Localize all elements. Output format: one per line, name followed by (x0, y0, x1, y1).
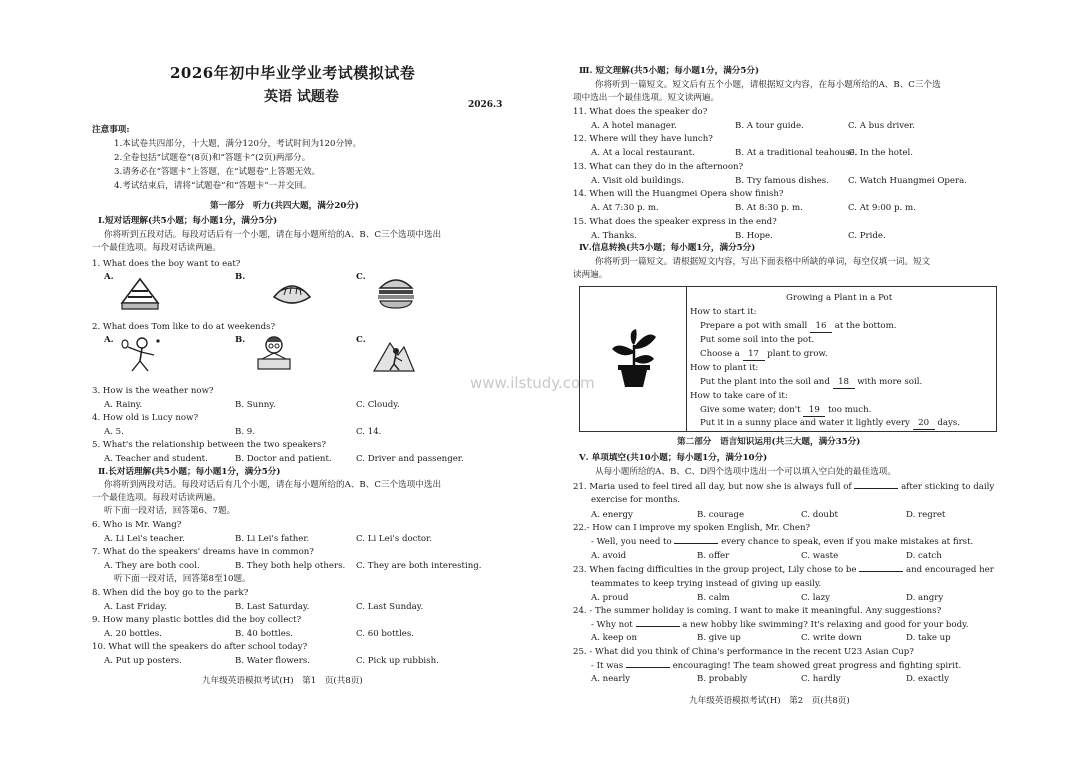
section2-heading: Ⅱ.长对话理解(共5小题；每小题1分，满分5分) (98, 467, 281, 477)
hiking-icon (372, 333, 416, 373)
section4-intro: 读两遍。 (573, 270, 608, 280)
option[interactable]: A. 5. (104, 427, 124, 437)
notice-item: 3.请务必在“答题卡”上答题，在“试题卷”上答题无效。 (114, 167, 321, 177)
option[interactable]: C. In the hotel. (848, 148, 913, 158)
answer-blank[interactable] (626, 667, 670, 668)
notice-item: 4.考试结束后，请将“试题卷”和“答题卡”一并交回。 (114, 181, 312, 191)
question-stem: 12. Where will they have lunch? (573, 134, 713, 144)
option[interactable]: C. Cloudy. (356, 400, 400, 410)
page-footer: 九年级英语模拟考试(H) 第2 页(共8页) (689, 696, 850, 706)
section2-intro: 一个最佳选项。每段对话读两遍。 (92, 493, 221, 503)
question-stem: 1. What does the boy want to eat? (92, 259, 241, 269)
question-stem: 13. What can they do in the afternoon? (573, 162, 744, 172)
option[interactable]: B. Last Saturday. (235, 602, 310, 612)
option[interactable]: A. keep on (591, 633, 637, 643)
question-stem: - It was encouraging! The team showed great progress and fighting spirit. (591, 661, 962, 671)
table-line: Put the plant into the soil and 18 with more soil. (700, 377, 923, 387)
question-stem: 25. - What did you think of China's performance in the recent U23 Asian Cup? (573, 647, 914, 657)
question-stem: 9. How many plastic bottles did the boy collect? (92, 615, 302, 625)
exam-date: 2026.3 (468, 100, 503, 110)
sandwich-icon (118, 273, 162, 313)
part1-heading: 第一部分 听力(共四大题，满分20分) (210, 201, 359, 211)
option[interactable]: C. Pride. (848, 231, 886, 241)
table-line: Prepare a pot with small 16 at the bottom. (700, 321, 897, 331)
option[interactable]: A. They are both cool. (104, 561, 200, 571)
question-stem: 11. What does the speaker do? (573, 107, 708, 117)
answer-blank[interactable] (636, 626, 680, 627)
table-line: Put it in a sunny place and water it lightly every 20 days. (700, 418, 960, 428)
section4-intro: 你将听到一篇短文。请根据短文内容，写出下面表格中所缺的单词，每空仅填一词。短文 (595, 257, 931, 267)
question-stem: 2. What does Tom like to do at weekends? (92, 322, 276, 332)
option-label: A. (104, 272, 114, 282)
table-title: Growing a Plant in a Pot (786, 293, 893, 303)
dumpling-icon (270, 273, 314, 313)
option[interactable]: B. Doctor and patient. (235, 454, 332, 464)
blank-17[interactable]: 17 (743, 349, 765, 361)
reading-boy-icon (252, 333, 296, 373)
section2-intro: 你将听到两段对话。每段对话后有几个小题，请在每小题所给的A、B、C三个选项中选出 (104, 480, 442, 490)
option[interactable]: C. A bus driver. (848, 121, 916, 131)
question-stem: 24. - The summer holiday is coming. I want to make it meaningful. Any suggestions? (573, 606, 942, 616)
hamburger-icon (374, 272, 418, 312)
option[interactable]: D. catch (906, 551, 942, 561)
option[interactable]: A. 20 bottles. (104, 629, 162, 639)
answer-blank[interactable] (854, 488, 898, 489)
option[interactable]: A. Visit old buildings. (591, 176, 684, 186)
option[interactable]: C. Last Sunday. (356, 602, 424, 612)
option[interactable]: B. probably (697, 674, 748, 684)
option[interactable]: B. A tour guide. (735, 121, 804, 131)
table-line: Choose a 17 plant to grow. (700, 349, 828, 359)
answer-blank[interactable] (674, 543, 718, 544)
section3-intro: 项中选出一个最佳选项。短文读两遍。 (573, 93, 720, 103)
notice-item: 1.本试卷共四部分，十大题，满分120分，考试时间为120分钟。 (114, 139, 362, 149)
info-table (579, 286, 997, 432)
option-label: C. (356, 272, 366, 282)
section5-heading: Ⅴ. 单项填空(共10小题；每小题1分，满分10分) (579, 453, 768, 463)
badminton-player-icon (120, 335, 164, 375)
table-divider (686, 287, 687, 431)
option[interactable]: A. A hotel manager. (591, 121, 677, 131)
option[interactable]: B. Water flowers. (235, 656, 310, 666)
table-subheading: How to plant it: (690, 363, 759, 373)
option[interactable]: A. proud (591, 593, 629, 603)
option-label: B. (235, 335, 246, 345)
option[interactable]: C. Driver and passenger. (356, 454, 464, 464)
section5-intro: 从每小题所给的A、B、C、D四个选项中选出一个可以填入空白处的最佳选项。 (595, 467, 896, 477)
option[interactable]: A. Teacher and student. (104, 454, 208, 464)
option[interactable]: B. At 8:30 p. m. (735, 203, 803, 213)
option[interactable]: B. At a traditional teahouse. (735, 148, 858, 158)
option[interactable]: B. 9. (235, 427, 255, 437)
option[interactable]: A. At 7:30 p. m. (591, 203, 659, 213)
option[interactable]: A. avoid (591, 551, 627, 561)
option[interactable]: A. At a local restaurant. (591, 148, 695, 158)
blank-18[interactable]: 18 (833, 377, 855, 389)
option[interactable]: A. Thanks. (591, 231, 637, 241)
option[interactable]: B. Sunny. (235, 400, 276, 410)
notice-heading: 注意事项: (92, 125, 130, 135)
option-label: C. (356, 335, 366, 345)
section4-heading: Ⅳ.信息转换(共5小题；每小题1分，满分5分) (579, 243, 756, 253)
question-stem: 15. What does the speaker express in the end? (573, 217, 777, 227)
potted-plant-icon (608, 327, 660, 389)
question-stem: 21. Maria used to feel tired all day, but now she is always full of after sticking to daily (573, 482, 995, 492)
option[interactable]: B. They both help others. (235, 561, 346, 571)
notice-item: 2.全卷包括“试题卷”(8页)和“答题卡”(2页)两部分。 (114, 153, 311, 163)
exam-title: 2026年初中毕业学业考试模拟试卷 (170, 64, 416, 82)
blank-19[interactable]: 19 (803, 405, 825, 417)
question-stem: 10. What will the speakers do after school today? (92, 642, 308, 652)
option[interactable]: A. Rainy. (104, 400, 143, 410)
section1-heading: Ⅰ.短对话理解(共5小题；每小题1分，满分5分) (98, 216, 278, 226)
part2-heading: 第二部分 语言知识运用(共三大题，满分35分) (677, 437, 861, 447)
option[interactable]: C. 60 bottles. (356, 629, 414, 639)
option[interactable]: C. doubt (801, 510, 838, 520)
question-stem: 4. How old is Lucy now? (92, 413, 199, 423)
exam-subtitle: 英语 试题卷 (264, 89, 339, 105)
option-label: A. (104, 335, 114, 345)
question-stem: - Why not a new hobby like swimming? It's relaxing and good for your body. (591, 620, 969, 630)
option[interactable]: B. Hope. (735, 231, 773, 241)
option[interactable]: C. 14. (356, 427, 382, 437)
option[interactable]: B. give up (697, 633, 741, 643)
option[interactable]: D. angry (906, 593, 944, 603)
question-stem: 3. How is the weather now? (92, 386, 214, 396)
option[interactable]: C. Watch Huangmei Opera. (848, 176, 967, 186)
question-stem: 8. When did the boy go to the park? (92, 588, 249, 598)
option[interactable]: C. Li Lei's doctor. (356, 534, 432, 544)
question-stem: teammates to keep trying instead of giving up easily. (591, 579, 822, 589)
option[interactable]: B. calm (697, 593, 730, 603)
question-stem: 23. When facing difficulties in the group project, Lily chose to be and encouraged her (573, 565, 994, 575)
answer-blank[interactable] (859, 571, 903, 572)
option[interactable]: A. nearly (591, 674, 631, 684)
option[interactable]: A. energy (591, 510, 633, 520)
table-line: Put some soil into the pot. (700, 335, 815, 345)
option[interactable]: D. regret (906, 510, 946, 520)
table-subheading: How to start it: (690, 307, 757, 317)
section1-intro: 一个最佳选项。每段对话读两遍。 (92, 243, 221, 253)
listening-note: 听下面一段对话，回答第6、7题。 (104, 506, 236, 516)
option[interactable]: D. exactly (906, 674, 949, 684)
option[interactable]: A. Li Lei's teacher. (104, 534, 185, 544)
option[interactable]: B. offer (697, 551, 730, 561)
section1-intro: 你将听到五段对话。每段对话后有一个小题，请在每小题所给的A、B、C三个选项中选出 (104, 230, 442, 240)
option[interactable]: C. waste (801, 551, 839, 561)
page-footer: 九年级英语模拟考试(H) 第1 页(共8页) (202, 676, 363, 686)
blank-16[interactable]: 16 (810, 321, 832, 333)
option-label: B. (235, 272, 246, 282)
question-stem: 6. Who is Mr. Wang? (92, 520, 182, 530)
question-stem: exercise for months. (591, 495, 681, 505)
option[interactable]: A. Put up posters. (104, 656, 182, 666)
option[interactable]: C. Pick up rubbish. (356, 656, 439, 666)
question-stem: 14. When will the Huangmei Opera show finish? (573, 189, 784, 199)
question-stem: 22.- How can I improve my spoken English, Mr. Chen? (573, 523, 811, 533)
question-stem: 7. What do the speakers' dreams have in common? (92, 547, 314, 557)
option[interactable]: C. They are both interesting. (356, 561, 482, 571)
option[interactable]: C. lazy (801, 593, 830, 603)
option[interactable]: C. At 9:00 p. m. (848, 203, 916, 213)
question-stem: 5. What's the relationship between the two speakers? (92, 440, 326, 450)
option[interactable]: B. courage (697, 510, 745, 520)
table-subheading: How to take care of it: (690, 391, 788, 401)
option[interactable]: B. Try famous dishes. (735, 176, 829, 186)
option[interactable]: B. 40 bottles. (235, 629, 294, 639)
blank-20[interactable]: 20 (913, 418, 935, 430)
question-stem: - Well, you need to every chance to speak, even if you make mistakes at first. (591, 537, 974, 547)
option[interactable]: A. Last Friday. (104, 602, 167, 612)
listening-note: 听下面一段对话，回答第8至10题。 (114, 574, 251, 584)
watermark: www.ilstudy.com (470, 374, 595, 392)
option[interactable]: D. take up (906, 633, 951, 643)
table-line: Give some water; don't 19 too much. (700, 405, 872, 415)
option[interactable]: C. hardly (801, 674, 841, 684)
option[interactable]: B. Li Lei's father. (235, 534, 310, 544)
section3-heading: Ⅲ. 短文理解(共5小题；每小题1分，满分5分) (579, 66, 760, 76)
option[interactable]: C. write down (801, 633, 862, 643)
section3-intro: 你将听到一篇短文。短文后有五个小题，请根据短文内容，在每小题所给的A、B、C三个选 (595, 80, 941, 90)
